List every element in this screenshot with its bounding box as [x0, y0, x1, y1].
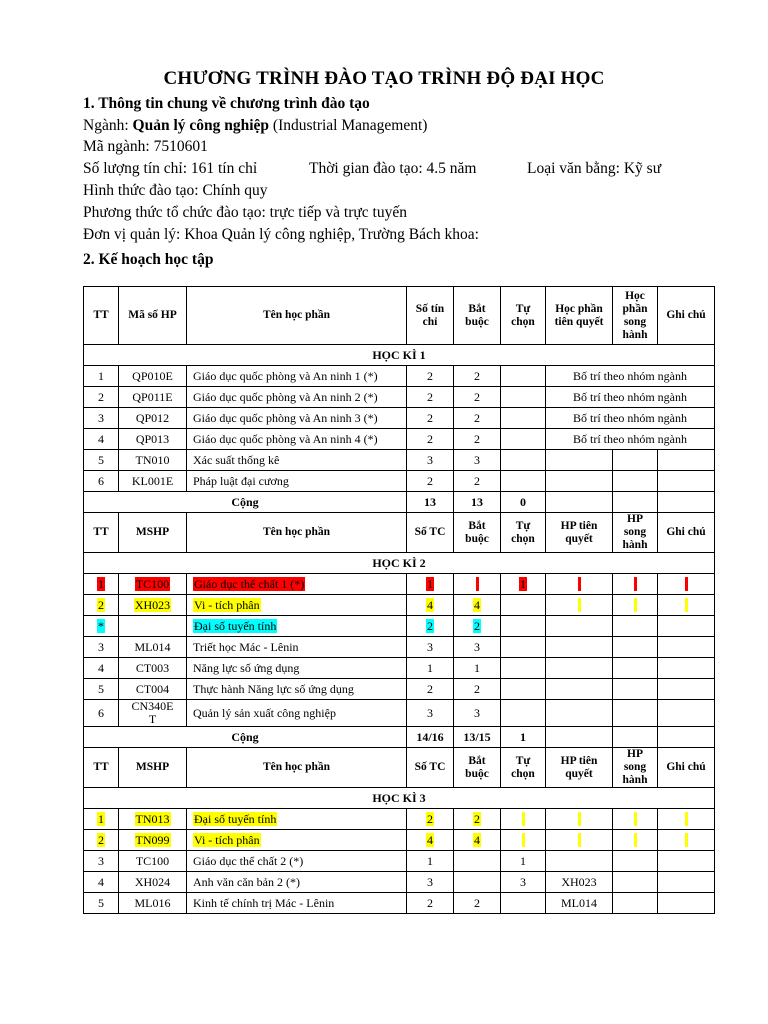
- header-cell: Ghi chú: [658, 748, 715, 788]
- highlighted-text: 2: [98, 832, 104, 847]
- empty-cell: [658, 727, 715, 748]
- course-elective: 3: [501, 872, 546, 893]
- row-index: 3: [84, 637, 119, 658]
- prerequisite-cell: [546, 658, 613, 679]
- course-elective: 1: [501, 851, 546, 872]
- prerequisite-cell: [546, 637, 613, 658]
- course-code: QP013: [119, 429, 187, 450]
- prerequisite-cell: [546, 700, 613, 727]
- course-required: 2: [454, 366, 501, 387]
- row-index: 2: [84, 387, 119, 408]
- table-row: [84, 450, 715, 471]
- header-cell: Tự chọn: [501, 748, 546, 788]
- course-elective: [501, 471, 546, 492]
- highlight-mark: [634, 812, 637, 826]
- course-elective: [501, 679, 546, 700]
- header-cell: HP tiên quyết: [546, 513, 613, 553]
- highlighted-text: 1: [98, 811, 104, 826]
- course-credits: [407, 809, 454, 830]
- section-study-plan-heading: 2. Kế hoạch học tập: [83, 251, 214, 268]
- table-row: [84, 658, 715, 679]
- course-code: KL001E: [119, 471, 187, 492]
- table-row: [84, 700, 715, 727]
- note-cell: [658, 450, 715, 471]
- course-elective: [501, 408, 546, 429]
- table-row: [84, 429, 715, 450]
- note-cell: [658, 658, 715, 679]
- course-credits: 3: [407, 450, 454, 471]
- course-credits: 1: [407, 658, 454, 679]
- highlighted-text: 4: [474, 832, 480, 847]
- course-elective: [501, 658, 546, 679]
- highlighted-text: 1: [98, 576, 104, 591]
- prerequisite-cell: [546, 450, 613, 471]
- semester-row: [84, 345, 715, 366]
- course-name: Giáo dục quốc phòng và An ninh 3 (*): [187, 408, 407, 429]
- highlight-mark: [522, 833, 525, 847]
- semester-label: HỌC KÌ 3: [84, 788, 715, 809]
- course-credits: 2: [407, 387, 454, 408]
- table-row: [84, 574, 715, 595]
- header-cell: Số tín chỉ: [407, 287, 454, 345]
- course-note: Bố trí theo nhóm ngành: [546, 366, 715, 387]
- total-elective: 0: [501, 492, 546, 513]
- course-name: Anh văn căn bản 2 (*): [187, 872, 407, 893]
- course-code: TC100: [119, 851, 187, 872]
- course-code: ML014: [119, 637, 187, 658]
- corequisite-cell: [613, 851, 658, 872]
- note-cell: [658, 595, 715, 616]
- program-facts-row: [83, 159, 703, 179]
- header-cell: Số TC: [407, 748, 454, 788]
- course-required: 3: [454, 700, 501, 727]
- header-cell: Bắt buộc: [454, 287, 501, 345]
- course-elective: [501, 595, 546, 616]
- row-index: 4: [84, 658, 119, 679]
- prerequisite-cell: [546, 851, 613, 872]
- note-cell: [658, 893, 715, 914]
- course-code: CT004: [119, 679, 187, 700]
- header-cell: TT: [84, 748, 119, 788]
- course-code: [119, 830, 187, 851]
- highlight-mark: [578, 598, 581, 612]
- highlight-mark: [685, 598, 688, 612]
- course-code: [119, 809, 187, 830]
- semester-label: HỌC KÌ 1: [84, 345, 715, 366]
- row-index: [84, 830, 119, 851]
- course-elective: [501, 429, 546, 450]
- note-cell: [658, 809, 715, 830]
- course-name: Quản lý sản xuất công nghiệp: [187, 700, 407, 727]
- major-line: [83, 116, 427, 136]
- course-credits: 2: [407, 408, 454, 429]
- course-name: Triết học Mác - Lênin: [187, 637, 407, 658]
- table-row: [84, 679, 715, 700]
- total-label: Cộng: [84, 727, 407, 748]
- course-code: ML016: [119, 893, 187, 914]
- course-code: CN340ET: [119, 700, 187, 727]
- training-form: Hình thức đào tạo: Chính quy: [83, 182, 268, 199]
- corequisite-cell: [613, 637, 658, 658]
- table-row: [84, 830, 715, 851]
- note-cell: [658, 679, 715, 700]
- empty-cell: [613, 492, 658, 513]
- note-cell: [658, 851, 715, 872]
- header-cell: Ghi chú: [658, 287, 715, 345]
- highlight-mark: [685, 577, 688, 591]
- highlighted-text: Vi - tích phân: [194, 832, 260, 847]
- course-required: [454, 830, 501, 851]
- course-required: 2: [454, 471, 501, 492]
- managing-unit: Đơn vị quản lý: Khoa Quản lý công nghiệp, Trường Bách khoa:: [83, 226, 479, 243]
- prerequisite-cell: [546, 679, 613, 700]
- highlight-mark: [476, 577, 479, 591]
- course-note: Bố trí theo nhóm ngành: [546, 408, 715, 429]
- course-credits: 2: [407, 471, 454, 492]
- course-credits: 2: [407, 893, 454, 914]
- course-required: [454, 574, 501, 595]
- row-index: 4: [84, 872, 119, 893]
- course-required: 2: [454, 893, 501, 914]
- course-name: Xác suất thống kê: [187, 450, 407, 471]
- empty-cell: [658, 492, 715, 513]
- corequisite-cell: [613, 872, 658, 893]
- row-index: 1: [84, 366, 119, 387]
- prerequisite-cell: [546, 830, 613, 851]
- header-cell: Bắt buộc: [454, 513, 501, 553]
- empty-cell: [546, 727, 613, 748]
- highlighted-text: 2: [474, 811, 480, 826]
- prerequisite-cell: [546, 574, 613, 595]
- note-cell: [658, 830, 715, 851]
- header-cell: Học phần song hành: [613, 287, 658, 345]
- total-elective: 1: [501, 727, 546, 748]
- table-row: [84, 387, 715, 408]
- row-index: 3: [84, 851, 119, 872]
- highlighted-text: TN013: [135, 811, 170, 826]
- prerequisite-cell: XH023: [546, 872, 613, 893]
- course-required: [454, 616, 501, 637]
- course-elective: [501, 574, 546, 595]
- course-elective: [501, 700, 546, 727]
- course-credits: 3: [407, 637, 454, 658]
- highlight-mark: [634, 598, 637, 612]
- course-elective: [501, 616, 546, 637]
- semester-row: [84, 553, 715, 574]
- corequisite-cell: [613, 616, 658, 637]
- course-code: [119, 616, 187, 637]
- header-cell: Tự chọn: [501, 513, 546, 553]
- highlighted-text: 2: [427, 618, 433, 633]
- course-required: [454, 851, 501, 872]
- row-index: 3: [84, 408, 119, 429]
- highlighted-text: *: [98, 618, 104, 633]
- course-credits: [407, 616, 454, 637]
- highlighted-text: 2: [427, 811, 433, 826]
- empty-cell: [546, 492, 613, 513]
- highlighted-text: Đại số tuyến tính: [194, 811, 277, 826]
- table-header-row: [84, 748, 715, 788]
- course-name: Kinh tế chính trị Mác - Lênin: [187, 893, 407, 914]
- course-credits: [407, 595, 454, 616]
- course-credits: 2: [407, 429, 454, 450]
- course-code: QP010E: [119, 366, 187, 387]
- table-row: [84, 471, 715, 492]
- highlighted-text: Vi - tích phân: [194, 597, 260, 612]
- highlight-mark: [578, 812, 581, 826]
- prerequisite-cell: [546, 595, 613, 616]
- corequisite-cell: [613, 595, 658, 616]
- highlighted-text: 2: [98, 597, 104, 612]
- highlighted-text: XH023: [134, 597, 171, 612]
- course-note: Bố trí theo nhóm ngành: [546, 429, 715, 450]
- table-row: [84, 408, 715, 429]
- highlighted-text: TN099: [135, 832, 170, 847]
- highlight-mark: [634, 833, 637, 847]
- course-required: 2: [454, 387, 501, 408]
- training-duration: Thời gian đào tạo: 4.5 năm: [309, 160, 477, 177]
- highlight-mark: [634, 577, 637, 591]
- section-general-info-heading: 1. Thông tin chung về chương trình đào tạo: [83, 95, 370, 112]
- total-required: 13/15: [454, 727, 501, 748]
- total-credits: 14/16: [407, 727, 454, 748]
- header-cell: Mã số HP: [119, 287, 187, 345]
- degree-type: Loại văn bằng: Kỹ sư: [527, 160, 662, 177]
- prerequisite-cell: [546, 616, 613, 637]
- header-cell: Tên học phần: [187, 287, 407, 345]
- course-code: CT003: [119, 658, 187, 679]
- row-index: [84, 595, 119, 616]
- header-cell: TT: [84, 513, 119, 553]
- course-name: [187, 830, 407, 851]
- highlighted-text: 1: [427, 576, 433, 591]
- course-required: 3: [454, 450, 501, 471]
- course-name: [187, 616, 407, 637]
- table-row: [84, 616, 715, 637]
- course-name: [187, 809, 407, 830]
- course-note: Bố trí theo nhóm ngành: [546, 387, 715, 408]
- note-cell: [658, 616, 715, 637]
- course-name: [187, 595, 407, 616]
- course-name: Giáo dục quốc phòng và An ninh 1 (*): [187, 366, 407, 387]
- header-cell: TT: [84, 287, 119, 345]
- course-name: Giáo dục quốc phòng và An ninh 4 (*): [187, 429, 407, 450]
- course-required: [454, 595, 501, 616]
- course-elective: [501, 387, 546, 408]
- note-cell: [658, 471, 715, 492]
- course-code: [119, 595, 187, 616]
- major-english: (Industrial Management): [269, 117, 428, 134]
- page-title: CHƯƠNG TRÌNH ĐÀO TẠO TRÌNH ĐỘ ĐẠI HỌC: [163, 68, 605, 89]
- corequisite-cell: [613, 450, 658, 471]
- course-credits: [407, 574, 454, 595]
- semester-label: HỌC KÌ 2: [84, 553, 715, 574]
- course-credits: 1: [407, 851, 454, 872]
- corequisite-cell: [613, 830, 658, 851]
- course-required: 3: [454, 637, 501, 658]
- table-header-row: [84, 287, 715, 345]
- corequisite-cell: [613, 574, 658, 595]
- corequisite-cell: [613, 809, 658, 830]
- course-elective: [501, 893, 546, 914]
- prerequisite-cell: [546, 809, 613, 830]
- table-row: [84, 809, 715, 830]
- header-cell: HP tiên quyết: [546, 748, 613, 788]
- row-index: 5: [84, 893, 119, 914]
- course-name: Pháp luật đại cương: [187, 471, 407, 492]
- note-cell: [658, 574, 715, 595]
- table-row: [84, 366, 715, 387]
- major-code: Mã ngành: 7510601: [83, 138, 208, 155]
- table-row: [84, 637, 715, 658]
- note-cell: [658, 872, 715, 893]
- highlighted-text: 4: [427, 597, 433, 612]
- highlighted-text: 1: [520, 576, 526, 591]
- header-cell: Số TC: [407, 513, 454, 553]
- highlight-mark: [685, 812, 688, 826]
- course-name: [187, 574, 407, 595]
- course-elective: [501, 366, 546, 387]
- row-index: 6: [84, 700, 119, 727]
- table-row: [84, 872, 715, 893]
- row-index: [84, 809, 119, 830]
- corequisite-cell: [613, 679, 658, 700]
- header-cell: Bắt buộc: [454, 748, 501, 788]
- empty-cell: [613, 727, 658, 748]
- header-cell: Ghi chú: [658, 513, 715, 553]
- course-credits: 2: [407, 366, 454, 387]
- prerequisite-cell: ML014: [546, 893, 613, 914]
- corequisite-cell: [613, 658, 658, 679]
- row-index: 6: [84, 471, 119, 492]
- header-cell: Học phần tiên quyết: [546, 287, 613, 345]
- total-credits: Số lượng tín chỉ: 161 tín chỉ: [83, 160, 258, 177]
- table-row: [84, 851, 715, 872]
- table-row: [84, 595, 715, 616]
- row-index: 4: [84, 429, 119, 450]
- row-index: 5: [84, 679, 119, 700]
- note-cell: [658, 700, 715, 727]
- total-credits: 13: [407, 492, 454, 513]
- highlighted-text: 2: [474, 618, 480, 633]
- header-cell: Tên học phần: [187, 748, 407, 788]
- total-required: 13: [454, 492, 501, 513]
- course-required: [454, 809, 501, 830]
- prerequisite-cell: [546, 471, 613, 492]
- highlight-mark: [578, 577, 581, 591]
- total-row: [84, 492, 715, 513]
- highlighted-text: Giáo dục thể chất 1 (*): [194, 576, 305, 591]
- note-cell: [658, 637, 715, 658]
- course-required: 2: [454, 429, 501, 450]
- course-required: 2: [454, 408, 501, 429]
- row-index: 5: [84, 450, 119, 471]
- course-credits: 2: [407, 679, 454, 700]
- course-credits: 3: [407, 872, 454, 893]
- course-credits: 3: [407, 700, 454, 727]
- table-row: [84, 893, 715, 914]
- course-code: QP012: [119, 408, 187, 429]
- header-cell: MSHP: [119, 513, 187, 553]
- semester-row: [84, 788, 715, 809]
- course-name: Năng lực số ứng dụng: [187, 658, 407, 679]
- course-required: 1: [454, 658, 501, 679]
- course-name: Thực hành Năng lực số ứng dụng: [187, 679, 407, 700]
- course-code: QP011E: [119, 387, 187, 408]
- course-credits: [407, 830, 454, 851]
- course-name: Giáo dục thể chất 2 (*): [187, 851, 407, 872]
- course-code: [119, 574, 187, 595]
- highlighted-text: TC100: [135, 576, 170, 591]
- highlight-mark: [522, 812, 525, 826]
- course-name: Giáo dục quốc phòng và An ninh 2 (*): [187, 387, 407, 408]
- course-elective: [501, 830, 546, 851]
- highlighted-text: Đại số tuyến tính: [194, 618, 277, 633]
- highlight-mark: [578, 833, 581, 847]
- course-elective: [501, 809, 546, 830]
- course-elective: [501, 450, 546, 471]
- header-cell: HP song hành: [613, 513, 658, 553]
- highlighted-text: 4: [474, 597, 480, 612]
- course-required: [454, 872, 501, 893]
- corequisite-cell: [613, 700, 658, 727]
- table-header-row: [84, 513, 715, 553]
- study-plan-table: [83, 286, 715, 914]
- highlight-mark: [685, 833, 688, 847]
- header-cell: Tên học phần: [187, 513, 407, 553]
- major-prefix: Ngành:: [83, 117, 133, 134]
- course-required: 2: [454, 679, 501, 700]
- corequisite-cell: [613, 893, 658, 914]
- row-index: [84, 616, 119, 637]
- course-code: TN010: [119, 450, 187, 471]
- header-cell: MSHP: [119, 748, 187, 788]
- highlighted-text: 4: [427, 832, 433, 847]
- course-code: XH024: [119, 872, 187, 893]
- corequisite-cell: [613, 471, 658, 492]
- row-index: [84, 574, 119, 595]
- header-cell: HP song hành: [613, 748, 658, 788]
- header-cell: Tự chọn: [501, 287, 546, 345]
- major-name: Quản lý công nghiệp: [132, 117, 270, 134]
- training-method: Phương thức tổ chức đào tạo: trực tiếp và trực tuyến: [83, 204, 407, 221]
- course-elective: [501, 637, 546, 658]
- total-row: [84, 727, 715, 748]
- total-label: Cộng: [84, 492, 407, 513]
